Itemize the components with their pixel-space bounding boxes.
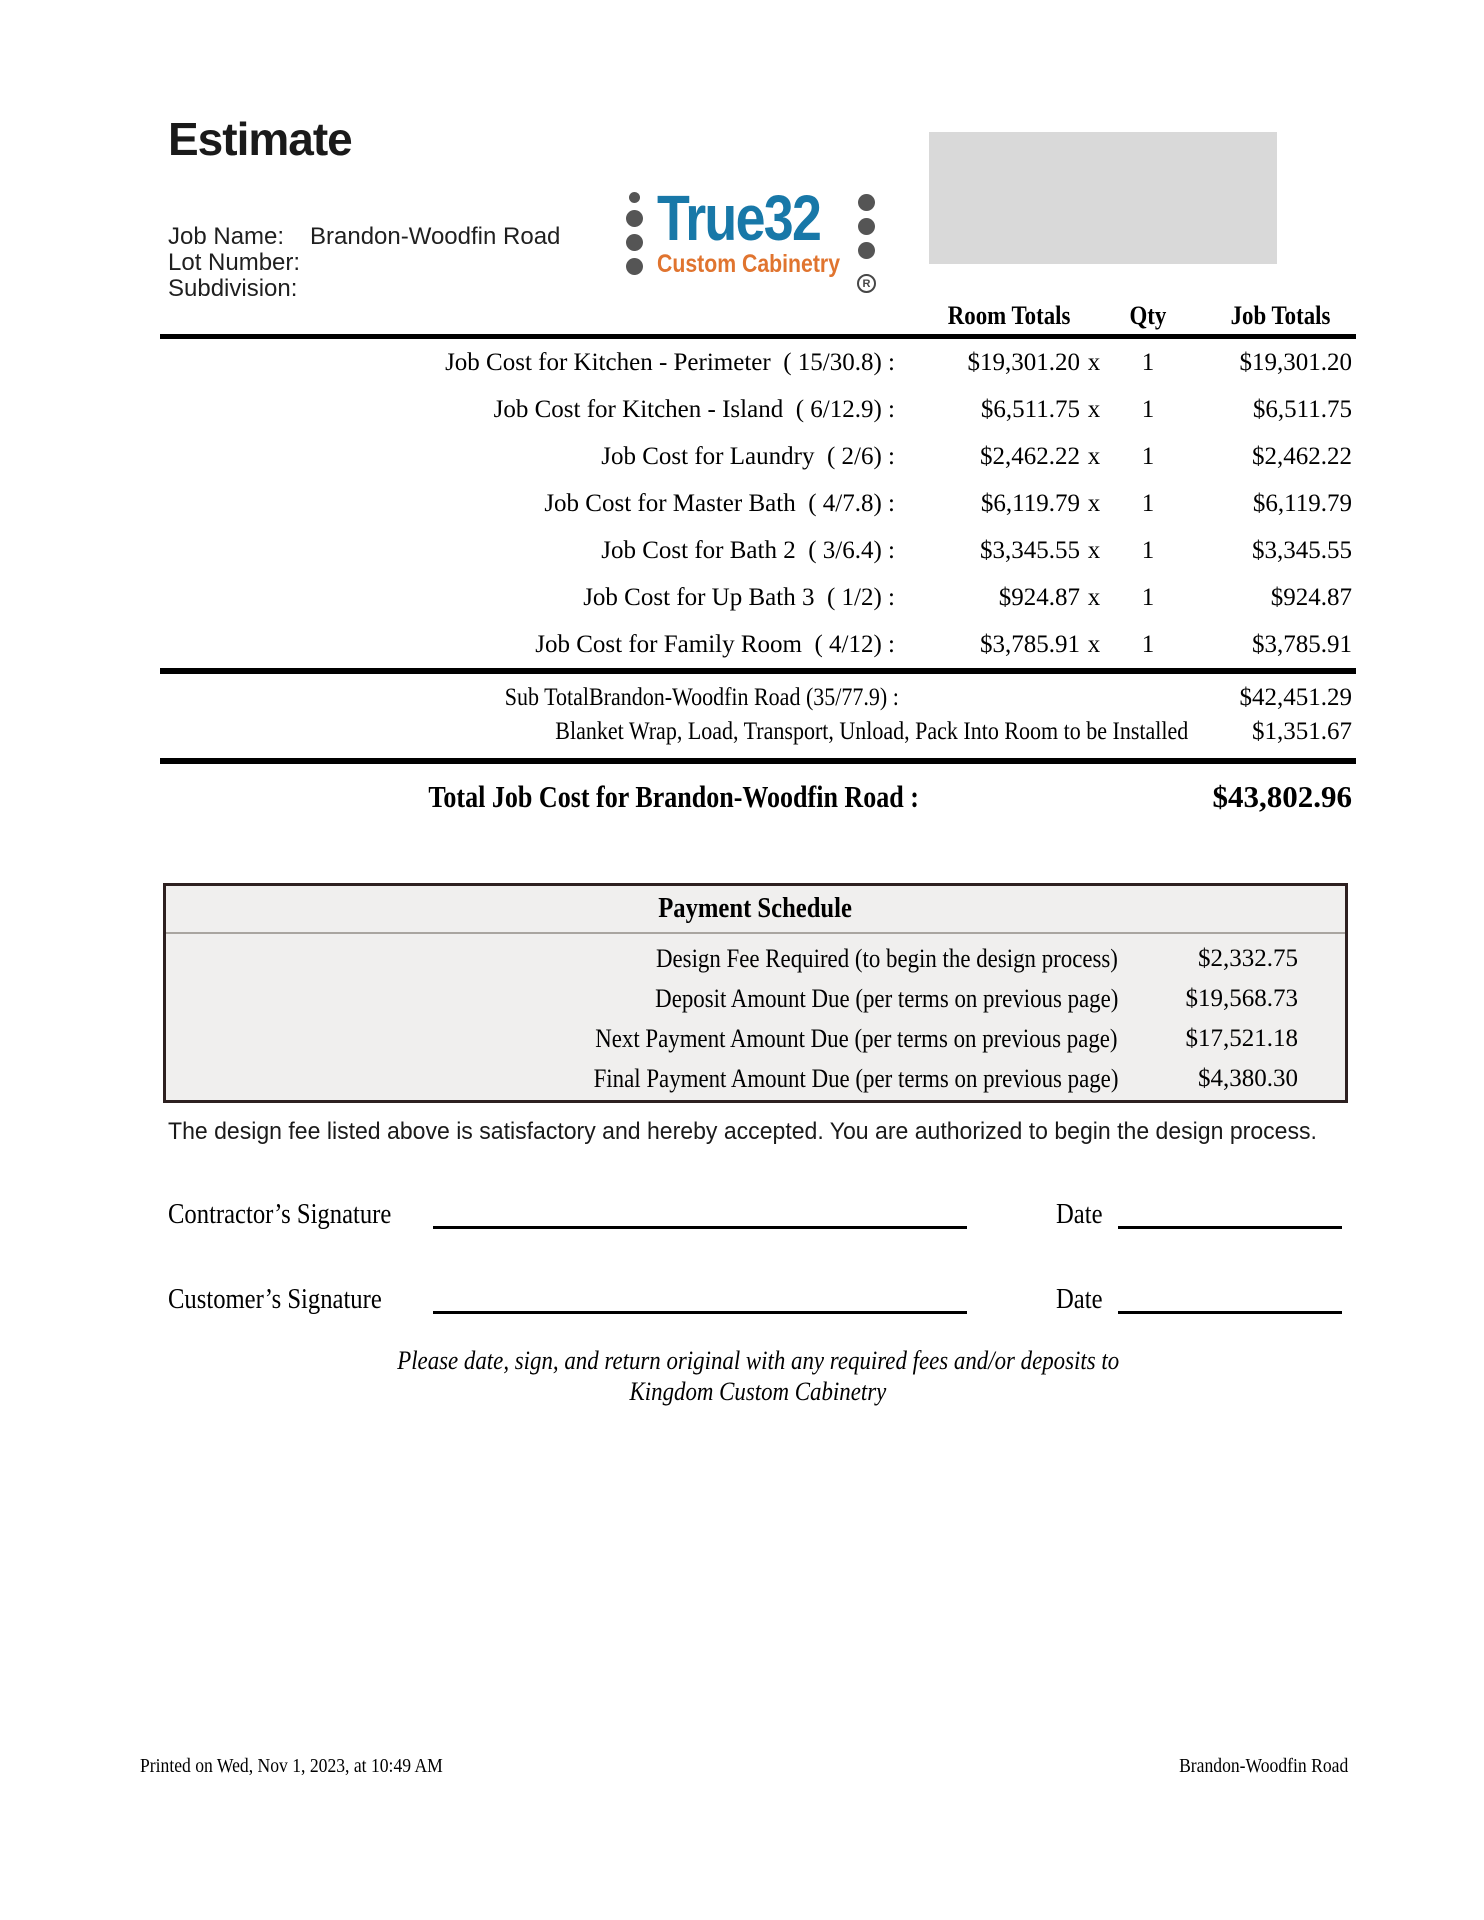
row-qty: 1 — [1141, 442, 1155, 470]
payment-label: Deposit Amount Due (per terms on previous page) — [654, 984, 1118, 1013]
footer-job-ref: Brandon-Woodfin Road — [1178, 1755, 1348, 1777]
delivery-row — [160, 715, 1352, 749]
multiply-symbol: x — [1087, 442, 1101, 470]
total-amount: $43,802.96 — [1212, 779, 1352, 814]
acceptance-text: The design fee listed above is satisfactory and hereby accepted. You are authorized to begin the design process. — [168, 1118, 1317, 1145]
lot-number-label: Lot Number: — [168, 249, 301, 276]
row-job-total: $19,301.20 — [1239, 348, 1352, 376]
row-qty: 1 — [1141, 630, 1155, 658]
row-label: Job Cost for Kitchen - Perimeter ( 15/30.8) : — [445, 348, 895, 376]
total-label: Total Job Cost for Brandon-Woodfin Road : — [428, 779, 919, 814]
row-job-total: $6,119.79 — [1252, 489, 1352, 517]
row-job-total: $6,511.75 — [1252, 395, 1352, 423]
logo-dot — [629, 192, 640, 203]
return-note — [160, 1345, 1356, 1407]
total-row — [160, 764, 1356, 815]
table-row — [160, 527, 1352, 574]
job-info — [168, 224, 560, 302]
job-name-row — [168, 224, 560, 250]
customer-signature-line[interactable] — [433, 1311, 967, 1314]
cost-table — [160, 301, 1356, 815]
contractor-signature-row — [168, 1195, 1350, 1233]
table-row — [160, 433, 1352, 480]
table-row — [160, 574, 1352, 621]
row-job-total: $2,462.22 — [1252, 442, 1352, 470]
logo-dot — [626, 210, 643, 227]
payment-schedule-box — [163, 883, 1348, 1103]
logo-dot — [626, 258, 643, 275]
payment-amount: $2,332.75 — [1198, 945, 1298, 972]
row-label: Job Cost for Family Room ( 4/12) : — [535, 630, 895, 658]
subtotal-label: Sub TotalBrandon-Woodfin Road (35/77.9) : — [504, 684, 899, 711]
row-label: Job Cost for Bath 2 ( 3/6.4) : — [601, 536, 895, 564]
row-label: Job Cost for Master Bath ( 4/7.8) : — [544, 489, 895, 517]
contractor-date-line[interactable] — [1118, 1226, 1342, 1229]
return-note-line2: Kingdom Custom Cabinetry — [629, 1377, 887, 1406]
header-room-totals: Room Totals — [947, 301, 1070, 330]
row-qty: 1 — [1141, 348, 1155, 376]
logo-dots-right — [857, 194, 876, 293]
payment-row — [166, 979, 1345, 1019]
multiply-symbol: x — [1087, 583, 1101, 611]
row-job-total: $924.87 — [1270, 583, 1352, 611]
true32-logo — [626, 182, 876, 293]
payment-label: Next Payment Amount Due (per terms on previous page) — [595, 1024, 1118, 1053]
multiply-symbol: x — [1087, 536, 1101, 564]
logo-dots-left — [626, 192, 643, 282]
multiply-symbol: x — [1087, 348, 1101, 376]
payment-row — [166, 1059, 1345, 1099]
row-job-total: $3,785.91 — [1252, 630, 1352, 658]
table-row — [160, 621, 1352, 668]
payment-label: Design Fee Required (to begin the design process) — [656, 944, 1118, 973]
lot-number-row — [168, 250, 560, 276]
contractor-signature-label: Contractor’s Signature — [168, 1199, 392, 1230]
logo-text-block — [657, 182, 843, 278]
subtotal-section — [160, 674, 1356, 764]
logo-dot — [858, 218, 875, 235]
job-name-value: Brandon-Woodfin Road — [310, 223, 561, 250]
payment-schedule-rows — [166, 934, 1345, 1099]
date-label: Date — [1056, 1284, 1103, 1315]
payment-label: Final Payment Amount Due (per terms on previous page) — [593, 1064, 1118, 1093]
multiply-symbol: x — [1087, 630, 1101, 658]
table-row — [160, 480, 1352, 527]
table-row — [160, 386, 1352, 433]
cost-table-rows — [160, 339, 1356, 668]
row-job-total: $3,345.55 — [1252, 536, 1352, 564]
delivery-amount: $1,351.67 — [1252, 718, 1352, 745]
payment-amount: $17,521.18 — [1185, 1025, 1298, 1052]
payment-row — [166, 939, 1345, 979]
logo-tagline-text: Custom Cabinetry — [657, 250, 841, 278]
customer-signature-label: Customer’s Signature — [168, 1284, 382, 1315]
return-note-line1: Please date, sign, and return original with any required fees and/or deposits to — [397, 1346, 1119, 1375]
customer-date-line[interactable] — [1118, 1311, 1342, 1314]
contractor-signature-line[interactable] — [433, 1226, 967, 1229]
page-footer — [140, 1755, 1348, 1778]
page-title: Estimate — [168, 113, 352, 165]
row-room-total: $924.87 — [998, 583, 1080, 611]
registered-trademark-icon: R — [857, 274, 876, 293]
row-qty: 1 — [1141, 536, 1155, 564]
row-room-total: $3,345.55 — [980, 536, 1080, 564]
row-qty: 1 — [1141, 583, 1155, 611]
row-room-total: $19,301.20 — [967, 348, 1080, 376]
multiply-symbol: x — [1087, 489, 1101, 517]
subdivision-row — [168, 276, 560, 302]
subtotal-row — [160, 681, 1352, 715]
subtotal-amount: $42,451.29 — [1239, 684, 1352, 711]
cost-table-header — [160, 301, 1356, 339]
payment-schedule-title: Payment Schedule — [166, 886, 1345, 934]
logo-dot — [858, 242, 875, 259]
header-job-totals: Job Totals — [1230, 301, 1330, 330]
row-qty: 1 — [1141, 395, 1155, 423]
row-label: Job Cost for Laundry ( 2/6) : — [601, 442, 895, 470]
image-placeholder-box — [929, 132, 1277, 264]
printed-timestamp: Printed on Wed, Nov 1, 2023, at 10:49 AM — [140, 1755, 443, 1777]
logo-brand-text: True32 — [657, 182, 821, 254]
row-qty: 1 — [1141, 489, 1155, 517]
delivery-label: Blanket Wrap, Load, Transport, Unload, Pack Into Room to be Installed — [555, 718, 1188, 745]
logo-dot — [626, 234, 643, 251]
row-room-total: $3,785.91 — [980, 630, 1080, 658]
multiply-symbol: x — [1087, 395, 1101, 423]
payment-amount: $4,380.30 — [1198, 1065, 1298, 1092]
header-qty: Qty — [1129, 301, 1167, 330]
table-row — [160, 339, 1352, 386]
row-label: Job Cost for Up Bath 3 ( 1/2) : — [583, 583, 895, 611]
row-room-total: $6,511.75 — [980, 395, 1080, 423]
row-room-total: $2,462.22 — [980, 442, 1080, 470]
subdivision-label: Subdivision: — [168, 275, 298, 302]
job-name-label: Job Name: — [168, 223, 285, 250]
logo-dot — [858, 194, 875, 211]
row-room-total: $6,119.79 — [980, 489, 1080, 517]
row-label: Job Cost for Kitchen - Island ( 6/12.9) : — [493, 395, 895, 423]
date-label: Date — [1056, 1199, 1103, 1230]
payment-row — [166, 1019, 1345, 1059]
customer-signature-row — [168, 1280, 1350, 1318]
payment-amount: $19,568.73 — [1185, 985, 1298, 1012]
